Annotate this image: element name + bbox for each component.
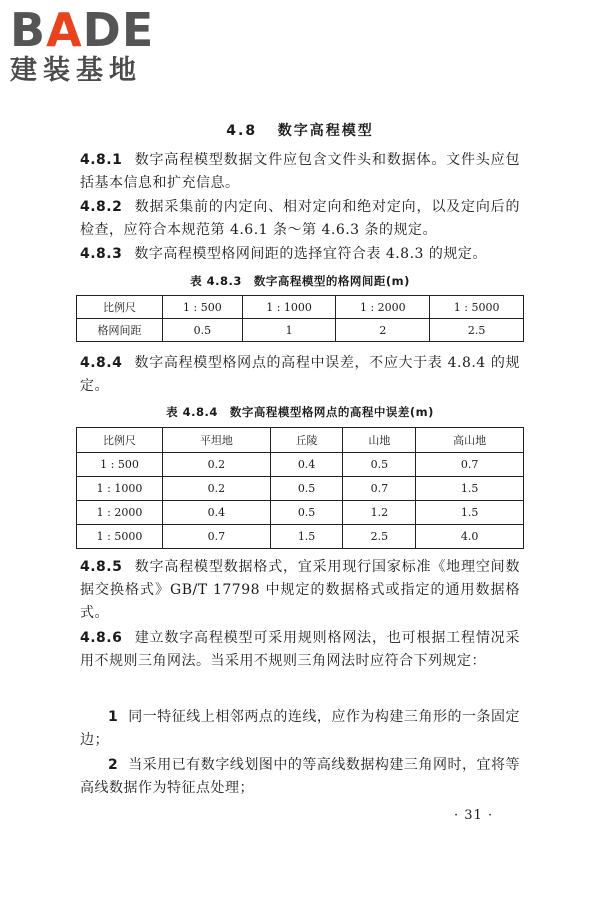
- list-item-text: 同一特征线上相邻两点的连线，应作为构建三角形的一条固定边；: [80, 709, 520, 748]
- table-cell: 0.7: [416, 453, 524, 477]
- clause-number: 4.8.2: [80, 199, 123, 215]
- logo-letters-de: DE: [82, 3, 155, 57]
- clause-4-8-6: [80, 627, 520, 673]
- brand-logo: [10, 3, 155, 86]
- clause-text: 数据采集前的内定向、相对定向和绝对定向，以及定向后的检查，应符合本规范第 4.6.1 条～第 4.6.3 条的规定。: [80, 199, 520, 238]
- table-cell: 0.5: [270, 501, 343, 525]
- clause-4-8-4: [80, 352, 520, 398]
- table-cell: 2.5: [343, 525, 416, 549]
- table-cell: 0.5: [270, 477, 343, 501]
- table-cell: 1.5: [416, 501, 524, 525]
- table-cell: 0.5: [163, 319, 243, 342]
- list-item-number: 1: [108, 709, 119, 725]
- clause-4-8-3: [80, 243, 520, 266]
- table-cell: 比例尺: [77, 296, 163, 319]
- table-cell: 1 : 500: [77, 453, 163, 477]
- table-cell: 4.0: [416, 525, 524, 549]
- clause-text: 数字高程模型数据格式，宜采用现行国家标准《地理空间数据交换格式》GB/T 17798 中规定的数据格式或指定的通用数据格式。: [80, 559, 520, 621]
- table-4-8-4-caption: 表 4.8.4 数字高程模型格网点的高程中误差(m): [166, 405, 434, 419]
- table-row: [77, 319, 524, 342]
- table-cell: 1 : 5000: [77, 525, 163, 549]
- table-cell: 0.5: [343, 453, 416, 477]
- list-item-1: [80, 706, 520, 752]
- clause-number: 4.8.5: [80, 559, 123, 575]
- section-heading: [0, 120, 600, 140]
- table-row: [77, 501, 524, 525]
- logo-letter-a: A: [46, 3, 83, 57]
- clause-text: 数字高程模型数据文件应包含文件头和数据体。文件头应包括基本信息和扩充信息。: [80, 152, 520, 191]
- page-number: · 31 ·: [454, 808, 494, 823]
- clause-number: 4.8.6: [80, 630, 123, 646]
- table-header-cell: 高山地: [416, 428, 524, 453]
- table-4-8-3-caption: 表 4.8.3 数字高程模型的格网间距(m): [190, 274, 410, 288]
- table-cell: 0.7: [343, 477, 416, 501]
- table-4-8-3: [76, 295, 524, 342]
- table-cell: 1: [242, 319, 336, 342]
- logo-subtitle: 建装基地: [10, 55, 142, 86]
- table-cell: 2.5: [430, 319, 524, 342]
- table-header-cell: 比例尺: [77, 428, 163, 453]
- table-cell: 0.4: [163, 501, 271, 525]
- table-cell: 1 : 1000: [242, 296, 336, 319]
- table-cell: 1.5: [270, 525, 343, 549]
- list-item-number: 2: [108, 757, 119, 773]
- table-cell: 0.2: [163, 453, 271, 477]
- list-item-text: 当采用已有数字线划图中的等高线数据构建三角网时，宜将等高线数据作为特征点处理；: [80, 757, 520, 796]
- section-number: 4.8: [226, 123, 258, 139]
- table-cell: 1.5: [416, 477, 524, 501]
- table-row: [77, 477, 524, 501]
- table-cell: 1 : 500: [163, 296, 243, 319]
- table-cell: 1 : 2000: [77, 501, 163, 525]
- table-row: [77, 525, 524, 549]
- table-cell: 0.7: [163, 525, 271, 549]
- table-4-8-4: [76, 427, 524, 549]
- table-cell: 0.4: [270, 453, 343, 477]
- clause-text: 建立数字高程模型可采用规则格网法，也可根据工程情况采用不规则三角网法。当采用不规则三角网法时应符合下列规定：: [80, 630, 520, 669]
- list-item-2: [80, 754, 520, 800]
- table-header-cell: 山地: [343, 428, 416, 453]
- table-cell: 1.2: [343, 501, 416, 525]
- section-title: 数字高程模型: [277, 123, 374, 139]
- clause-4-8-2: [80, 196, 520, 242]
- clause-number: 4.8.1: [80, 152, 123, 168]
- clause-4-8-1: [80, 149, 520, 195]
- logo-letter-b: B: [10, 3, 47, 57]
- table-cell: 1 : 1000: [77, 477, 163, 501]
- table-row: [77, 453, 524, 477]
- table-cell: 0.2: [163, 477, 271, 501]
- clause-number: 4.8.3: [80, 246, 123, 262]
- table-header-cell: 丘陵: [270, 428, 343, 453]
- table-cell: 2: [336, 319, 430, 342]
- logo-wordmark: [10, 3, 155, 57]
- clause-text: 数字高程模型格网间距的选择宜符合表 4.8.3 的规定。: [134, 246, 487, 262]
- clause-text: 数字高程模型格网点的高程中误差，不应大于表 4.8.4 的规定。: [80, 355, 520, 394]
- table-header-cell: 平坦地: [163, 428, 271, 453]
- table-cell: 格网间距: [77, 319, 163, 342]
- table-header-row: [77, 428, 524, 453]
- table-row: [77, 296, 524, 319]
- table-cell: 1 : 5000: [430, 296, 524, 319]
- table-cell: 1 : 2000: [336, 296, 430, 319]
- clause-number: 4.8.4: [80, 355, 123, 371]
- clause-4-8-5: [80, 556, 520, 625]
